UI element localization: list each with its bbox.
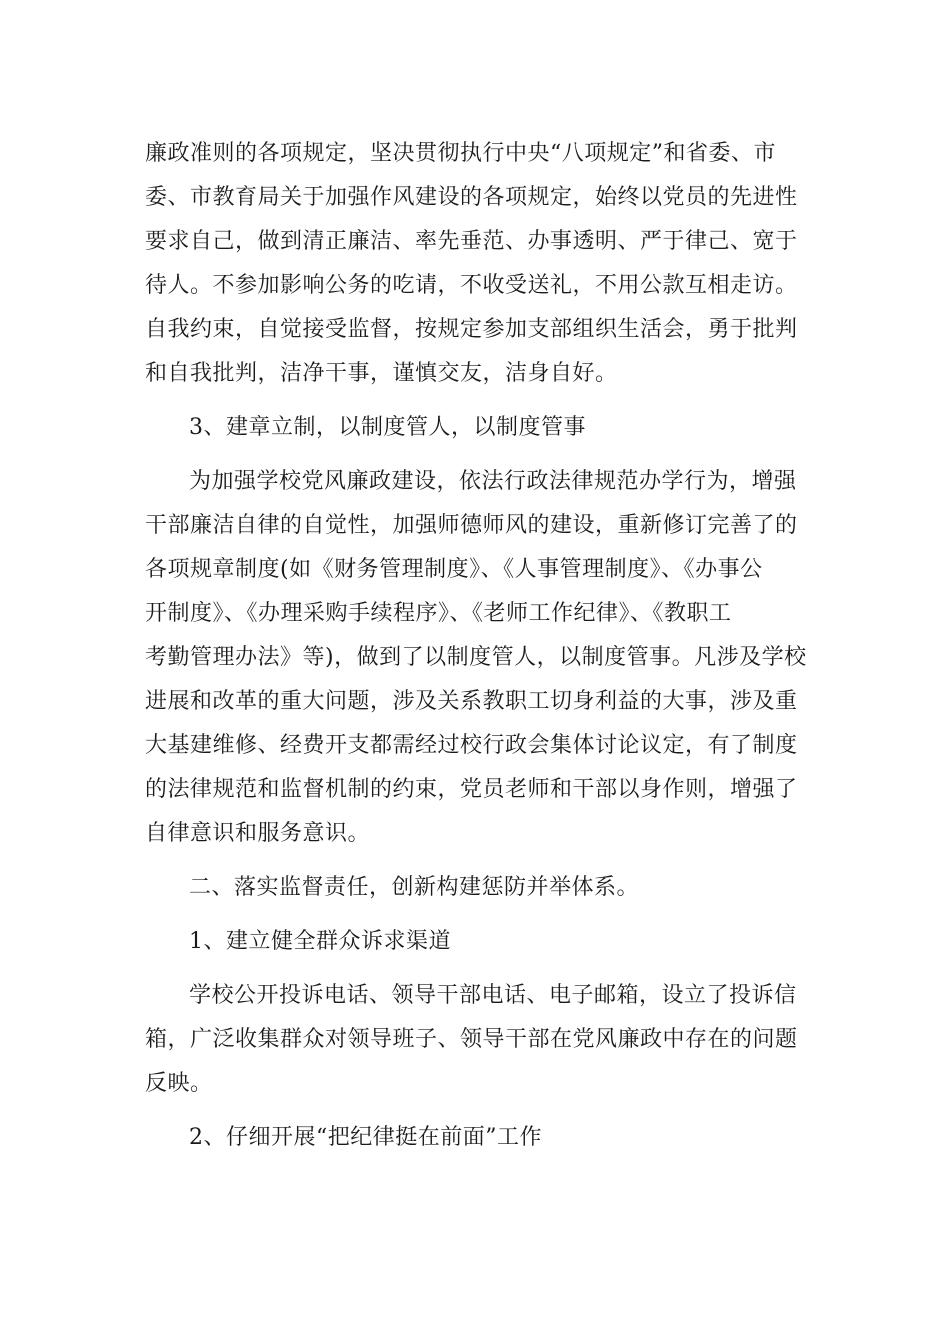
section-heading-discipline-first <box>145 1116 807 1160</box>
text-line: 开制度》、《办理采购手续程序》、《老师工作纪律》、《教职工 <box>145 601 732 626</box>
paragraph-spacer <box>145 910 807 920</box>
paragraph-integrity-rules <box>145 132 807 396</box>
paragraph-spacer <box>145 856 807 866</box>
heading-line: 2、仔细开展“把纪律挺在前面”工作 <box>189 1125 542 1150</box>
paragraph-spacer <box>145 450 807 460</box>
text-line: 大基建维修、经费开支都需经过校行政会集体讨论议定，有了制度 <box>145 733 798 758</box>
text-line: 考勤管理办法》等)，做到了以制度管人，以制度管事。凡涉及学校 <box>145 645 807 670</box>
paragraph-rules-system <box>145 460 807 856</box>
heading-line: 3、建章立制，以制度管人，以制度管事 <box>189 415 586 440</box>
text-line: 待人。不参加影响公务的吃请，不收受送礼，不用公款互相走访。 <box>145 273 798 298</box>
text-line: 要求自己，做到清正廉洁、率先垂范、办事透明、严于律己、宽于 <box>145 229 798 254</box>
text-line: 廉政准则的各项规定，坚决贯彻执行中央“八项规定”和省委、市 <box>145 141 776 166</box>
text-line: 和自我批判，洁净干事，谨慎交友，洁身自好。 <box>145 361 618 386</box>
paragraph-spacer <box>145 396 807 406</box>
text-line: 委、市教育局关于加强作风建设的各项规定，始终以党员的先进性 <box>145 185 798 210</box>
text-line: 自律意识和服务意识。 <box>145 821 371 846</box>
text-line: 学校公开投诉电话、领导干部电话、电子邮箱，设立了投诉信 <box>189 983 797 1008</box>
heading-line: 二、落实监督责任，创新构建惩防并举体系。 <box>189 875 640 900</box>
section-heading-complaint-channels <box>145 920 807 964</box>
paragraph-spacer <box>145 964 807 974</box>
text-line: 反映。 <box>145 1071 213 1096</box>
section-heading-rules-system <box>145 406 807 450</box>
paragraph-complaint-channels <box>145 974 807 1106</box>
paragraph-spacer <box>145 1106 807 1116</box>
text-line: 自我约束，自觉接受监督，按规定参加支部组织生活会，勇于批判 <box>145 317 798 342</box>
section-heading-supervision <box>145 866 807 910</box>
document-body <box>145 132 807 1160</box>
text-line: 干部廉洁自律的自觉性，加强师德师风的建设，重新修订完善了的 <box>145 513 798 538</box>
text-line: 箱，广泛收集群众对领导班子、领导干部在党风廉政中存在的问题 <box>145 1027 798 1052</box>
text-line: 各项规章制度(如《财务管理制度》、《人事管理制度》、《办事公 <box>145 557 763 582</box>
text-line: 为加强学校党风廉政建设，依法行政法律规范办学行为，增强 <box>189 469 797 494</box>
heading-line: 1、建立健全群众诉求渠道 <box>189 929 451 954</box>
text-line: 进展和改革的重大问题，涉及关系教职工切身利益的大事，涉及重 <box>145 689 798 714</box>
text-line: 的法律规范和监督机制的约束，党员老师和干部以身作则，增强了 <box>145 777 798 802</box>
